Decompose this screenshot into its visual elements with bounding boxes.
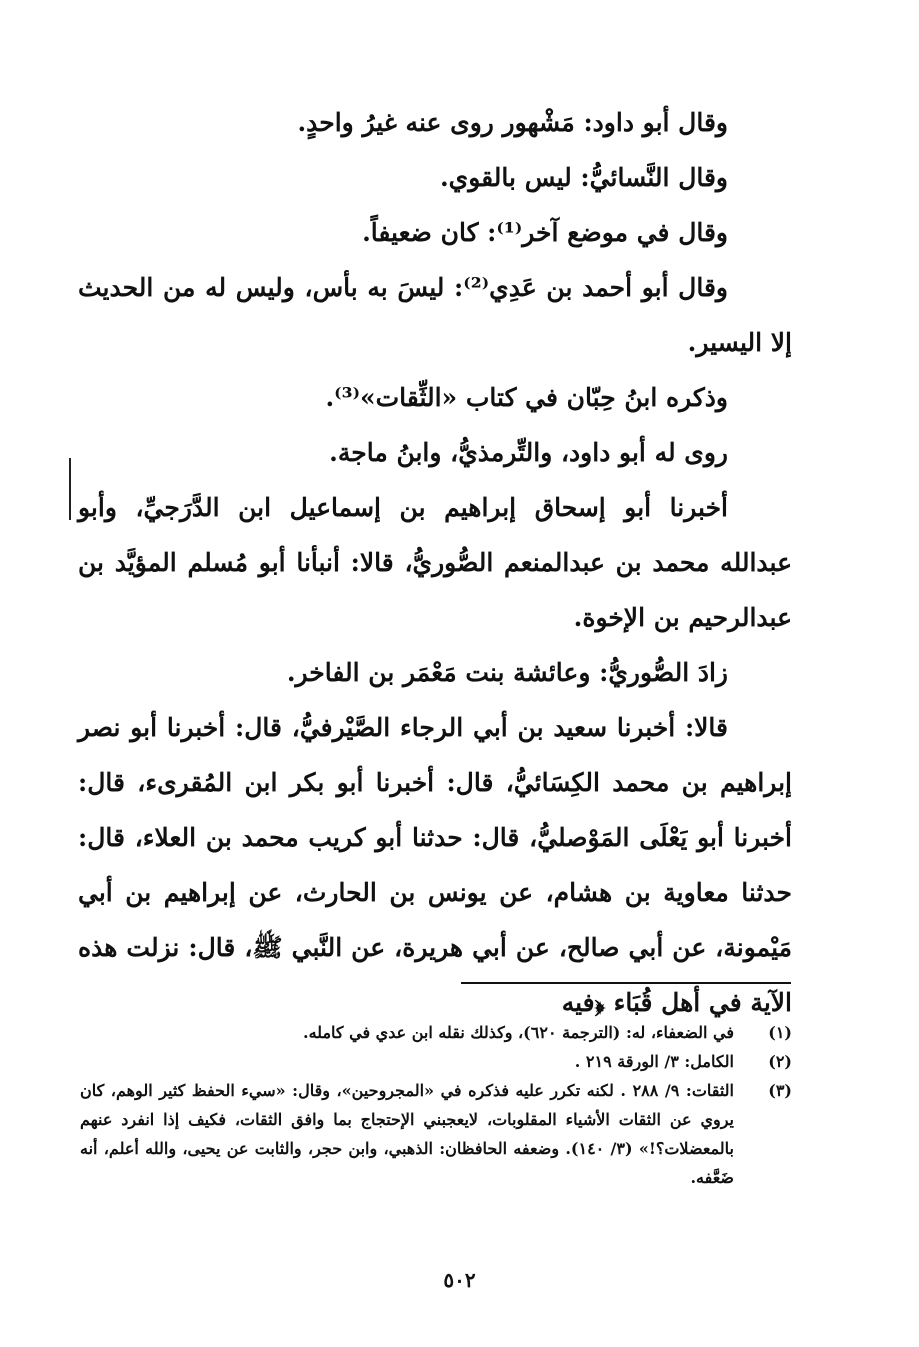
footnote-number: (٢) [768,1052,792,1071]
footnote-separator [461,982,791,984]
footnote-text: الثقات: ٩/ ٢٨٨ . لكنه تكرر عليه فذكره في «المجروحين»، وقال: «سيء الحفظ كثير الوهم، كان يروي عن الثقات الأشياء المقلوبات، لايعجبني الإحتجاج بما وافق الثقات، فكيف إذا انفرد عنهم بالمعضلات؟!» (٣/ ١٤٠). وضعفه الحافظان: الذهبي، وابن حجر، والثابت عن يحيى، والله أعلم، أنه ضَعَّفه. [80,1081,735,1187]
paragraph: قالا: أخبرنا سعيد بن أبي الرجاء الصَّيْرفيُّ، قال: أخبرنا أبو نصر إبراهيم بن محمد الكِسَائيُّ، قال: أخبرنا أبو بكر ابن المُقرىء، قال: أخبرنا أبو يَعْلَى المَوْصليُّ، قال: حدثنا أبو كريب محمد بن العلاء، قال: حدثنا معاوية بن هشام، عن يونس بن الحارث، عن إبراهيم بن أبي مَيْمونة، عن أبي صالح، عن أبي هريرة، عن النَّبي ﷺ، قال: نزلت هذه الآية في أهل قُبَاء ﴿فيه [78,713,792,1017]
page-number: ٥٠٢ [443,1268,476,1292]
main-text [78,95,792,1030]
paragraph: وقال في موضع آخر⁽¹⁾: كان ضعيفاً. [362,218,728,247]
paragraph: زادَ الصُّوريُّ: وعائشة بنت مَعْمَر بن الفاخر. [286,658,728,687]
footnote-number: (١) [768,1023,792,1042]
margin-mark [69,458,71,520]
paragraph: وذكره ابنُ حِبّان في كتاب «الثِّقات»⁽³⁾. [325,383,728,412]
paragraph: وقال أبو أحمد بن عَدِي⁽²⁾: ليسَ به بأس، وليس له من الحديث إلا اليسير. [78,273,792,357]
paragraph: أخبرنا أبو إسحاق إبراهيم بن إسماعيل ابن الدَّرَجيِّ، وأبو عبدالله محمد بن عبدالمنعم الصُّوريُّ، قالا: أنبأنا أبو مُسلم المؤيَّد بن عبدالرحيم بن الإخوة. [78,493,792,632]
footnote [80,1047,792,1076]
footnote [80,1076,792,1192]
paragraph: روى له أبو داود، والتِّرمذيُّ، وابنُ ماجة. [329,438,728,467]
paragraph: وقال النَّسائيُّ: ليس بالقوي. [439,163,728,192]
footnote [80,1018,792,1047]
footnote-text: في الضعفاء، له: (الترجمة ٦٢٠)، وكذلك نقله ابن عدي في كامله. [303,1023,734,1042]
paragraph: وقال أبو داود: مَشْهور روى عنه غيرُ واحدٍ. [297,108,728,137]
footnote-text: الكامل: ٣/ الورقة ٢١٩ . [574,1052,734,1071]
footnote-number: (٣) [768,1081,792,1100]
footnotes [80,1018,792,1192]
